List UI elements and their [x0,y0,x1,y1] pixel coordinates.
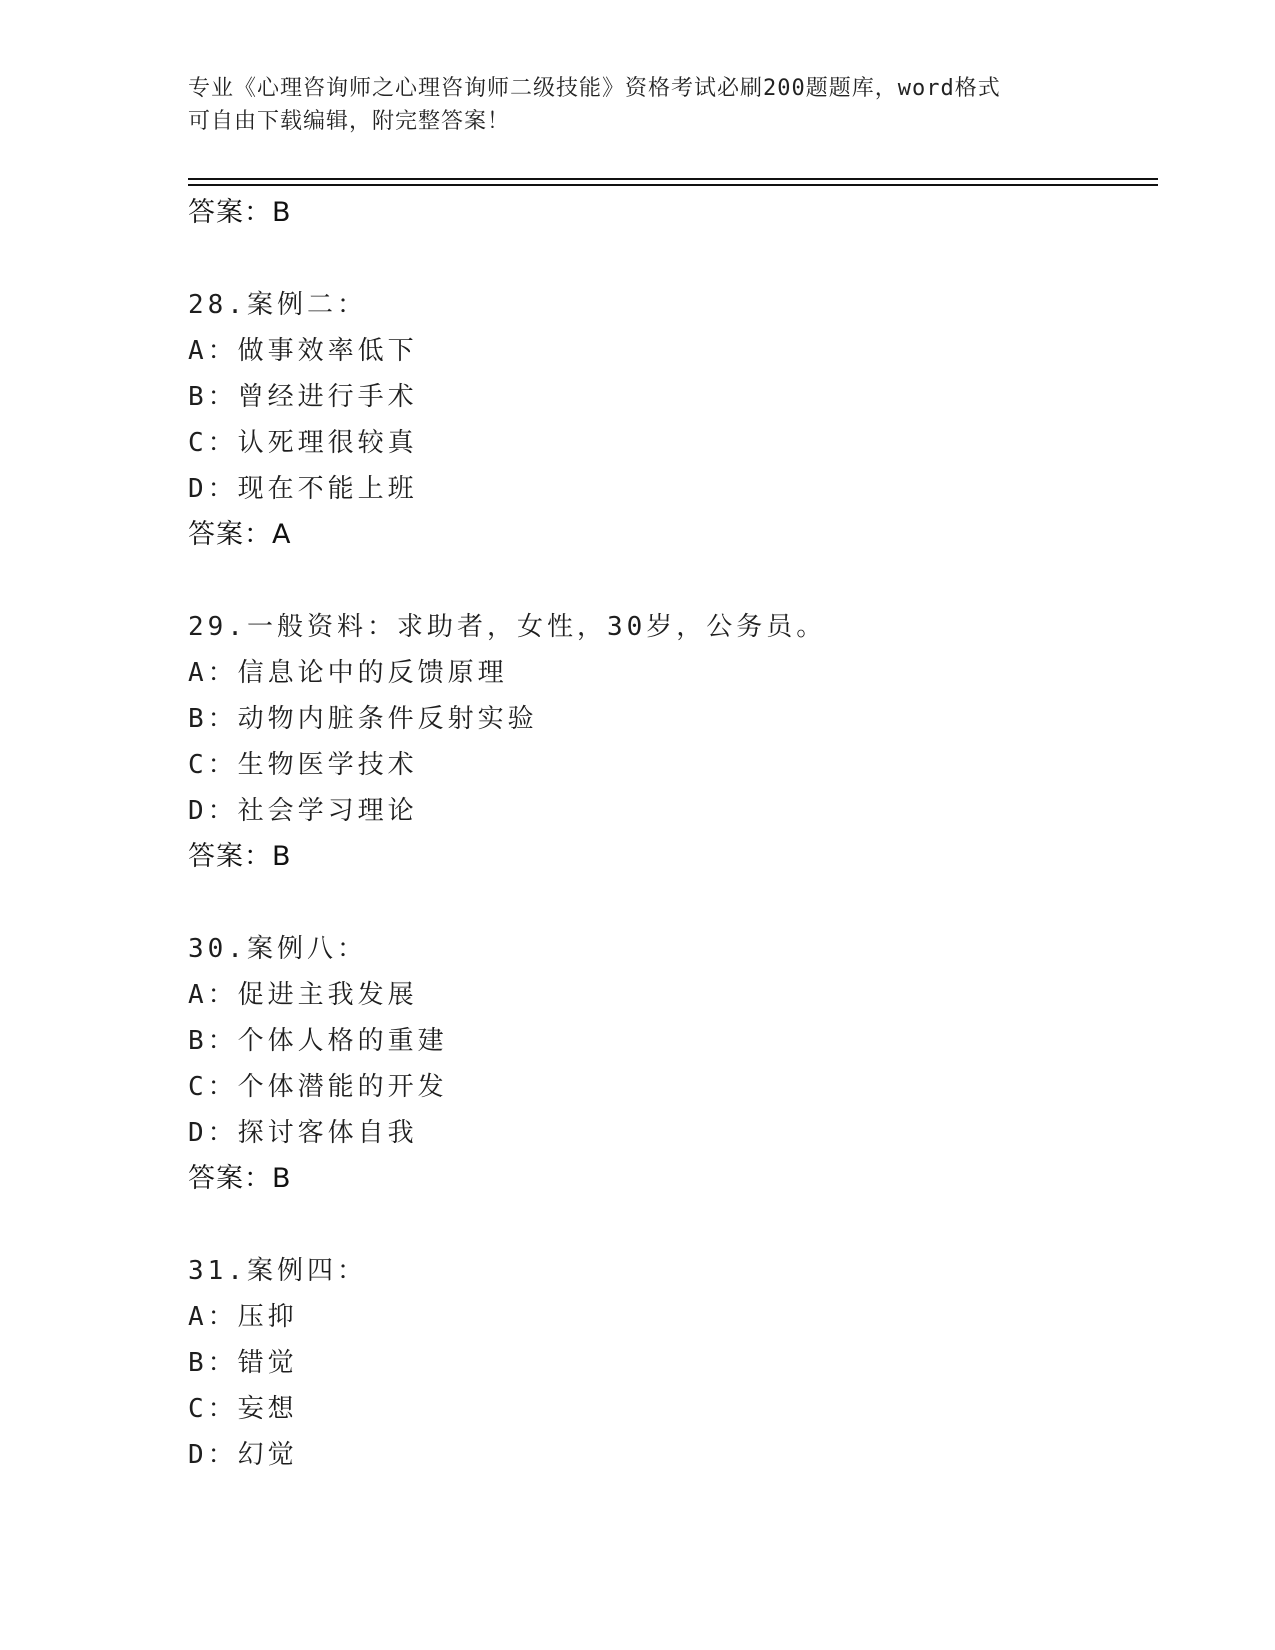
answer-30: 答案：B [188,1163,292,1194]
document-header [188,72,1088,138]
option-b: B：个体人格的重建 [188,1026,448,1056]
option-d: D：社会学习理论 [188,796,418,826]
option-d: D：幻觉 [188,1440,298,1470]
option-a: A：做事效率低下 [188,336,418,366]
question-text: 30.案例八： [188,934,367,964]
option-d: D：探讨客体自我 [188,1118,418,1148]
option-c: C：个体潜能的开发 [188,1072,448,1102]
question-28 [188,282,1148,558]
option-c: C：妄想 [188,1394,298,1424]
option-a: A：信息论中的反馈原理 [188,658,508,688]
header-rule-bottom [188,184,1158,186]
question-31 [188,1248,1148,1478]
header-rule-top [188,178,1158,180]
answer-29: 答案：B [188,841,292,872]
option-b: B：曾经进行手术 [188,382,418,412]
option-b: B：动物内脏条件反射实验 [188,704,538,734]
question-text: 29.一般资料：求助者，女性，30岁，公务员。 [188,612,827,642]
question-list [188,190,1148,1478]
header-line-2: 可自由下载编辑，附完整答案！ [188,109,511,134]
question-text: 31.案例四： [188,1256,367,1286]
spacer [188,1202,1148,1248]
header-line-1: 专业《心理咨询师之心理咨询师二级技能》资格考试必刷200题题库，word格式 [188,76,1001,101]
option-c: C：生物医学技术 [188,750,418,780]
option-b: B：错觉 [188,1348,298,1378]
option-a: A：压抑 [188,1302,298,1332]
option-d: D：现在不能上班 [188,474,418,504]
spacer [188,880,1148,926]
answer-28: 答案：A [188,519,292,550]
option-c: C：认死理很较真 [188,428,418,458]
answer-27: 答案：B [188,197,292,228]
question-29 [188,604,1148,880]
spacer [188,236,1148,282]
question-text: 28.案例二： [188,290,367,320]
spacer [188,558,1148,604]
option-a: A：促进主我发展 [188,980,418,1010]
question-30 [188,926,1148,1202]
